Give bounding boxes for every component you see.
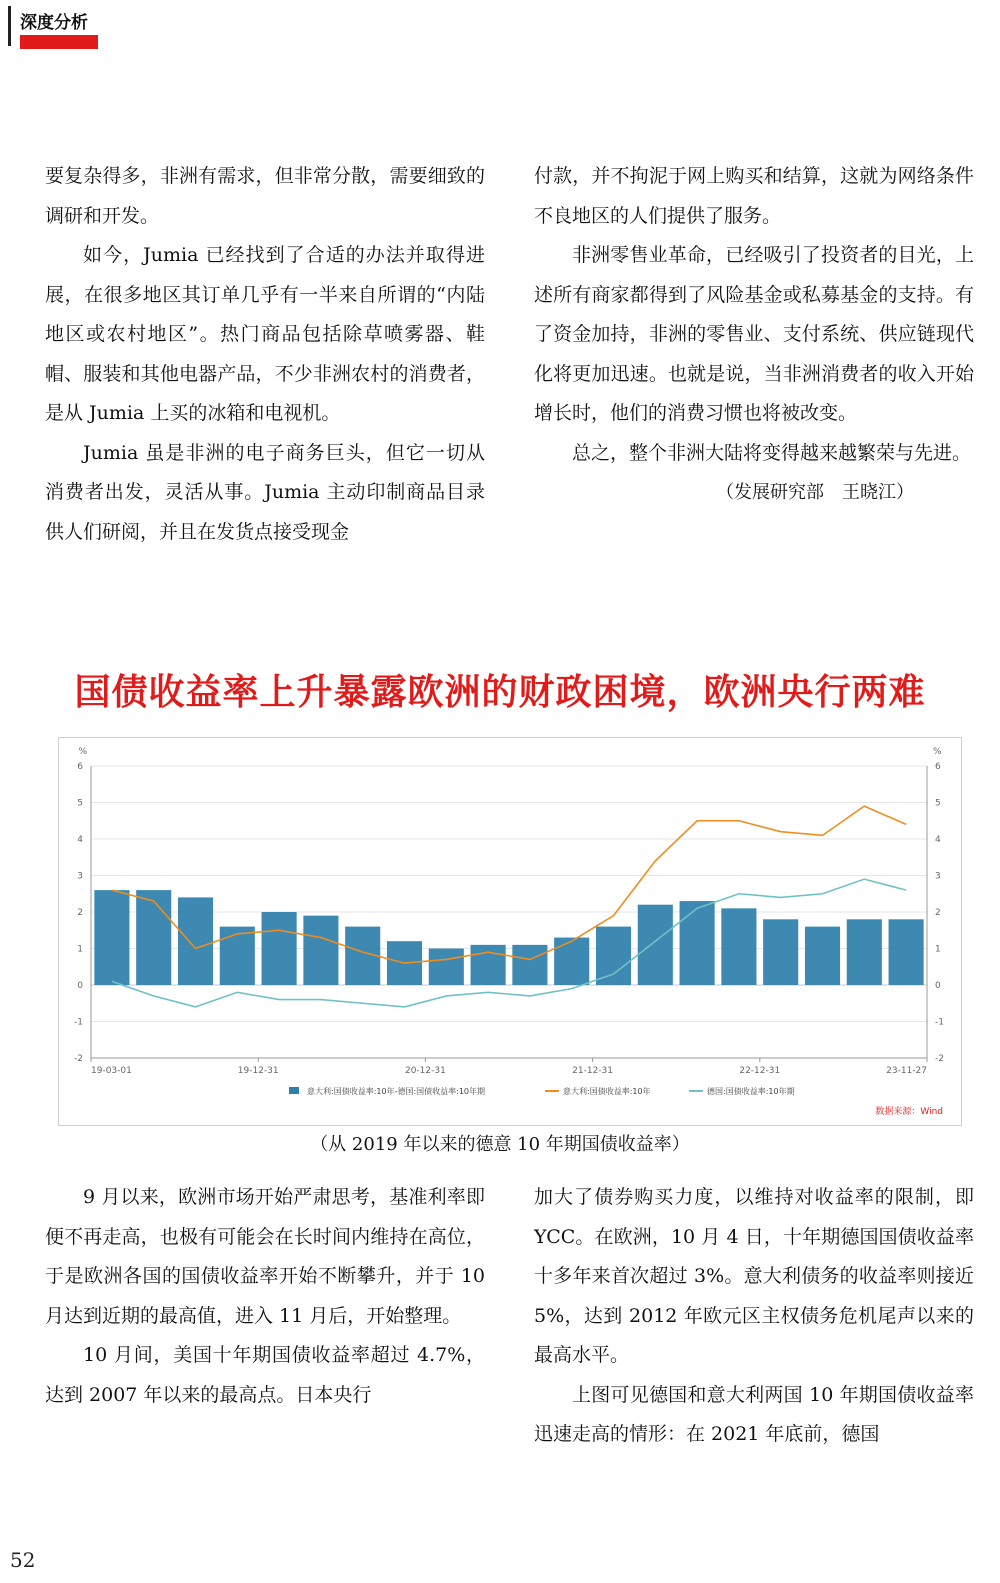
paragraph: Jumia 虽是非洲的电子商务巨头，但它一切从消费者出发，灵活从事。Jumia 主动印制商品目录供人们研阅，并且在发货点接受现金 (45, 441, 485, 543)
legend-swatch (289, 1087, 299, 1094)
paragraph: 加大了债券购买力度，以维持对收益率的限制，即 YCC。在欧洲，10 月 4 日，十年期德国国债收益率十多年来首次超过 3%。意大利债务的收益率则接近 5%，达到 2012 年欧元区主权债务危机尾声以来的最高水平。 (534, 1186, 974, 1366)
paragraph: 总之，整个非洲大陆将变得越来越繁荣与先进。 (572, 441, 972, 464)
y-tick-label-left: 3 (77, 871, 83, 882)
y-tick-label-left: 0 (77, 981, 83, 991)
spread-bar (471, 945, 506, 985)
section-title: 深度分析 (20, 13, 88, 33)
x-tick-label: 19-12-31 (237, 1066, 279, 1076)
yield-chart (58, 737, 962, 1126)
x-tick-label: 21-12-31 (572, 1066, 614, 1076)
y-unit-left: % (78, 747, 87, 757)
legend-label: 意大利:国债收益率:10年-德国:国债收益率:10年期 (307, 1087, 486, 1096)
y-tick-label-left: 5 (77, 798, 83, 809)
y-tick-label-left: 4 (77, 835, 83, 845)
spread-bar (596, 927, 631, 985)
y-unit-right: % (933, 747, 942, 757)
spread-bar (94, 890, 129, 985)
y-tick-label-left: 1 (77, 944, 83, 955)
spread-bar (680, 901, 715, 985)
byline: （发展研究部 王晓江） (716, 482, 914, 503)
legend-label: 德国:国债收益率:10年期 (707, 1087, 795, 1096)
x-tick-label: 20-12-31 (404, 1066, 446, 1076)
spread-bar (721, 908, 756, 985)
y-tick-label-right: 6 (935, 762, 941, 772)
spread-bar (763, 919, 798, 985)
spread-bar (429, 949, 464, 986)
paragraph: 非洲零售业革命，已经吸引了投资者的目光，上述所有商家都得到了风险基金或私募基金的支持。有了资金加持，非洲的零售业、支付系统、供应链现代化将更加迅速。也就是说，当非洲消费者的收入开始增长时，他们的消费习惯也将被改变。 (534, 244, 974, 424)
x-tick-label: 19-03-01 (91, 1066, 132, 1076)
spread-bar (512, 945, 547, 985)
chart-source: 数据来源：Wind (875, 1107, 943, 1117)
y-tick-label-right: 5 (935, 798, 941, 809)
article-bottom-left-column (45, 1178, 485, 1415)
paragraph: 付款，并不拘泥于网上购买和结算，这就为网络条件不良地区的人们提供了服务。 (534, 165, 974, 227)
y-tick-label-left: 6 (77, 762, 83, 772)
x-tick-label: 22-12-31 (739, 1066, 781, 1076)
y-tick-label-right: 2 (935, 908, 941, 918)
y-tick-label-right: 1 (935, 944, 941, 955)
y-tick-label-right: -2 (935, 1054, 944, 1064)
article-top-left-column (45, 157, 485, 552)
y-tick-label-left: 2 (77, 908, 83, 918)
y-tick-label-right: 3 (935, 871, 941, 882)
spread-bar (554, 938, 589, 985)
paragraph: 上图可见德国和意大利两国 10 年期国债收益率迅速走高的情形：在 2021 年底前，德国 (534, 1383, 974, 1445)
spread-bar (303, 916, 338, 985)
paragraph: 如今，Jumia 已经找到了合适的办法并取得进展，在很多地区其订单几乎有一半来自所谓的“内陆地区或农村地区”。热门商品包括除草喷雾器、鞋帽、服装和其他电器产品，不少非洲农村的消费者，是从 Jumia 上买的冰箱和电视机。 (45, 244, 485, 424)
article-top-right-column (534, 157, 974, 513)
spread-bar (220, 927, 255, 985)
spread-bar (847, 919, 882, 985)
section-tag-underline (20, 35, 98, 49)
spread-bar (638, 905, 673, 985)
paragraph: 10 月间，美国十年期国债收益率超过 4.7%，达到 2007 年以来的最高点。日本央行 (45, 1344, 485, 1406)
x-tick-label: 23-11-27 (886, 1066, 927, 1076)
spread-bar (805, 927, 840, 985)
spread-bar (136, 890, 171, 985)
spread-bar (262, 912, 297, 985)
paragraph: 9 月以来，欧洲市场开始严肃思考，基准利率即便不再走高，也极有可能会在长时间内维持在高位，于是欧洲各国的国债收益率开始不断攀升，并于 10 月达到近期的最高值，进入 11 月后，开始整理。 (45, 1186, 485, 1327)
legend-label: 意大利:国债收益率:10年 (563, 1087, 651, 1096)
y-tick-label-left: -2 (74, 1054, 83, 1064)
article-headline: 国债收益率上升暴露欧洲的财政困境，欧洲央行两难 (74, 672, 926, 713)
y-tick-label-right: 4 (935, 835, 941, 845)
chart-caption: （从 2019 年以来的德意 10 年期国债收益率） (310, 1134, 690, 1155)
spread-bar (889, 919, 924, 985)
section-tag-bar (8, 6, 11, 46)
spread-bar (178, 897, 213, 985)
page-number: 52 (10, 1548, 36, 1572)
y-tick-label-right: 0 (935, 981, 941, 991)
y-tick-label-left: -1 (74, 1017, 83, 1028)
yield-chart-svg (59, 738, 961, 1125)
article-bottom-right-column (534, 1178, 974, 1455)
y-tick-label-right: -1 (935, 1017, 944, 1028)
paragraph: 要复杂得多，非洲有需求，但非常分散，需要细致的调研和开发。 (45, 165, 485, 227)
